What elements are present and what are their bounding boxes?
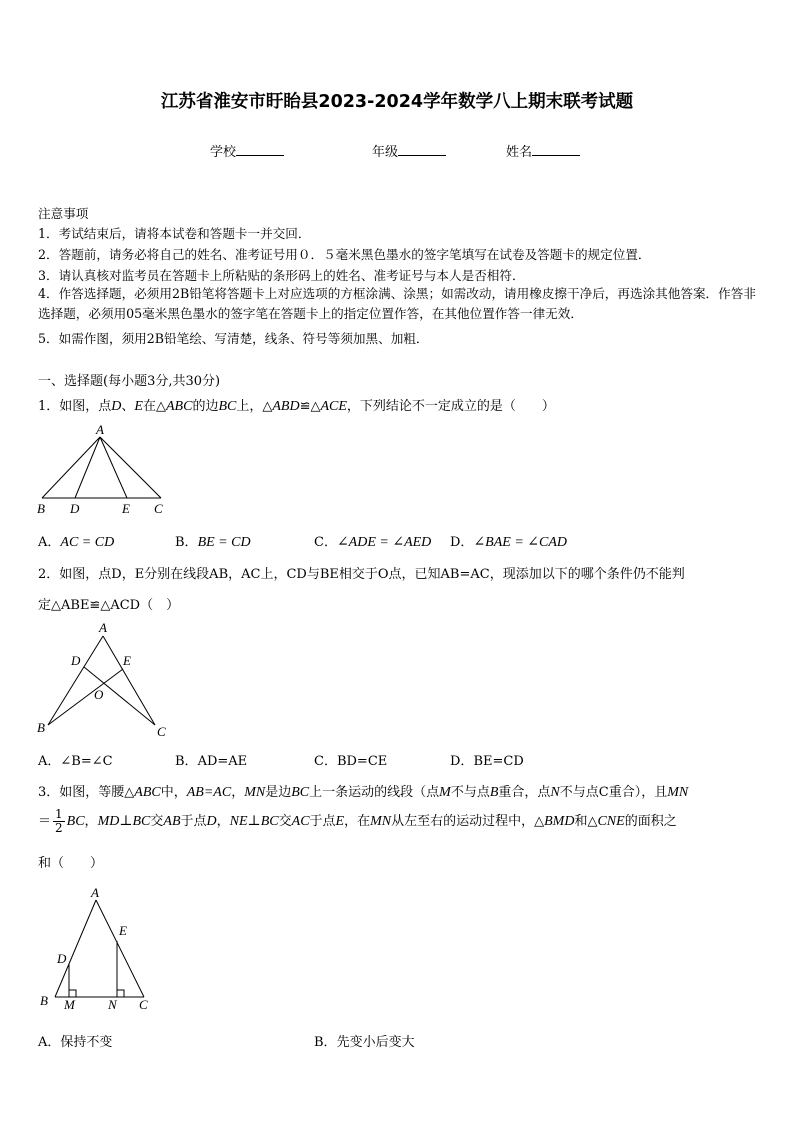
note-item: 1．考试结束后，请将本试卷和答题卡一并交回． xyxy=(38,226,311,241)
note-item: 5．如需作图，须用2B铅笔绘、写清楚，线条、符号等须加黑、加粗． xyxy=(38,331,429,346)
note-item: 4．作答选择题，必须用2B铅笔将答题卡上对应选项的方框涂满、涂黑；如需改动，请用橡皮擦干净后，再选涂其他答案．作答非选择题，必须用05毫米黑色墨水的签字笔在答题卡上的指定位置作答，在其他位置作答一律无效． xyxy=(38,286,756,321)
question-3-line-3: 和（ ） xyxy=(38,856,104,871)
question-3-line-1: 3．如图，等腰△ABC中，AB=AC，MN是边BC上一条运动的线段（点M不与点B重合，点N不与点C重合），且MN xyxy=(38,785,689,800)
q3-option-b[interactable]: B．先变小后变大 xyxy=(314,1035,415,1050)
q2-option-c[interactable]: C．BD=CE xyxy=(314,754,388,769)
grade-field xyxy=(372,141,446,160)
label-A: A xyxy=(99,620,107,635)
q2-option-a[interactable]: A．∠B=∠C xyxy=(38,754,113,769)
question-2-figure xyxy=(30,618,180,740)
page-title: 江苏省淮安市盱眙县2023-2024学年数学八上期末联考试题 xyxy=(160,92,634,112)
q3-option-a[interactable]: A．保持不变 xyxy=(38,1035,113,1050)
grade-label: 年级 xyxy=(372,145,399,160)
label-B: B xyxy=(40,993,48,1008)
question-3-line-2: ＝ $\frac{1}{2}$ BC，MD⊥BC交AB于点D，NE⊥BC交AC于点E，在MN从左至右的运动过程中，△BMD和△CNE的面积之 xyxy=(38,807,677,835)
question-3-figure xyxy=(30,882,160,1014)
q1-option-a[interactable]: A．AC = CD xyxy=(38,535,115,550)
school-field xyxy=(210,141,284,160)
label-D: D xyxy=(71,653,81,668)
question-2-line-1: 2．如图，点D，E分别在线段AB，AC上，CD与BE相交于O点，已知AB=AC，现添加以下的哪个条件仍不能判 xyxy=(38,567,685,582)
label-D: D xyxy=(57,951,67,966)
question-1-stem: 1．如图，点D、E在△ABC的边BC上，△ABD≌△ACE，下列结论不一定成立的是（ ） xyxy=(38,399,555,414)
fraction-one-half: $\frac{1}{2}$ xyxy=(55,807,63,835)
label-O: O xyxy=(94,687,104,702)
name-blank xyxy=(532,143,580,156)
name-field xyxy=(506,141,580,160)
school-label: 学校 xyxy=(210,145,237,160)
question-2-line-2: 定△ABE≌△ACD（ ） xyxy=(38,598,180,613)
label-N: N xyxy=(108,997,117,1012)
note-item: 2．答题前，请务必将自己的姓名、准考证号用０．５毫米黑色墨水的签字笔填写在试卷及答题卡的规定位置． xyxy=(38,247,651,262)
label-E: E xyxy=(123,653,131,668)
name-label: 姓名 xyxy=(506,145,533,160)
label-C: C xyxy=(139,997,148,1012)
q1-option-c[interactable]: C．∠ADE = ∠AED xyxy=(314,535,432,550)
label-E: E xyxy=(119,923,127,938)
label-B: B xyxy=(37,501,45,516)
section-heading: 一、选择题(每小题3分,共30分) xyxy=(38,374,221,389)
question-1-figure xyxy=(30,420,180,518)
label-A: A xyxy=(91,885,99,900)
label-C: C xyxy=(154,501,163,516)
label-A: A xyxy=(96,422,104,437)
notes-heading: 注意事项 xyxy=(38,206,89,221)
label-C: C xyxy=(157,724,166,739)
school-blank xyxy=(236,143,284,156)
grade-blank xyxy=(398,143,446,156)
q2-option-b[interactable]: B．AD=AE xyxy=(175,754,248,769)
label-M: M xyxy=(64,997,75,1012)
label-E: E xyxy=(122,501,130,516)
label-B: B xyxy=(37,720,45,735)
q1-option-b[interactable]: B．BE = CD xyxy=(175,535,251,550)
label-D: D xyxy=(70,501,80,516)
q1-option-d[interactable]: D．∠BAE = ∠CAD xyxy=(450,535,568,550)
note-item: 3．请认真核对监考员在答题卡上所粘贴的条形码上的姓名、准考证号与本人是否相符． xyxy=(38,268,525,283)
q2-option-d[interactable]: D．BE=CD xyxy=(450,754,524,769)
